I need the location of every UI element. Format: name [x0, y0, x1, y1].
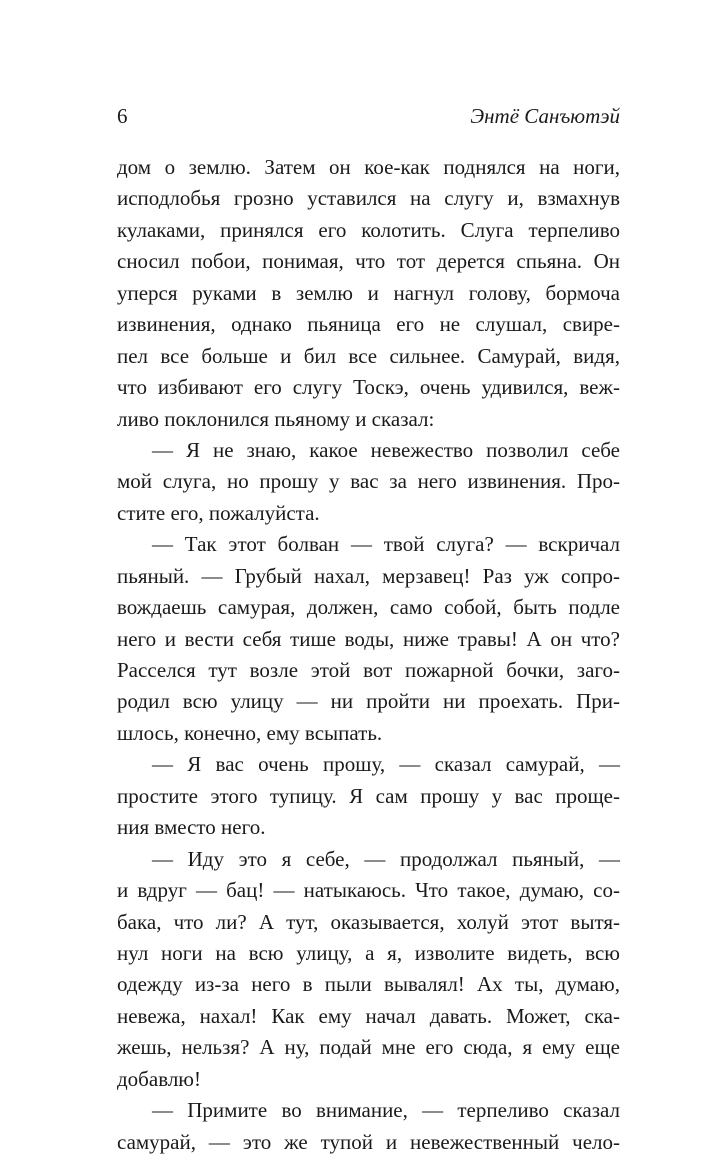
text-line: Расселся тут возле этой вот пожарной бочки, заго- [117, 658, 620, 682]
page-number: 6 [117, 104, 128, 128]
text-line: самурай, — это же тупой и невежественный чело- [117, 1129, 620, 1154]
text-line: сносил побои, понимая, что тот дерется спьяна. Он [117, 249, 620, 274]
text-line: мой слуга, но прошу у вас за него извинения. Про- [117, 469, 620, 494]
text-line: простите этого тупицу. Я сам прошу у вас проще- [117, 783, 620, 808]
text-line: что избивают его слугу Тоскэ, очень удивился, веж- [117, 375, 620, 400]
text-line: нул ноги на всю улицу, а я, изволите видеть, всю [117, 940, 620, 965]
text-line: — Примите во внимание, — терпеливо сказал [152, 1098, 620, 1123]
text-line: ливо поклонился пьяному и сказал: [117, 406, 435, 431]
text-line: кулаками, принялся его колотить. Слуга терпеливо [117, 217, 620, 242]
text-line: — Иду это я себе, — продолжал пьяный, — [152, 846, 620, 871]
text-line: исподлобья грозно уставился на слугу и, взмахнув [117, 186, 620, 211]
text-line: дом о землю. Затем он кое-как поднялся на ноги, [117, 155, 620, 179]
text-line: извинения, однако пьяница его не слушал, свире- [117, 312, 620, 337]
text-line: пьяный. — Грубый нахал, мерзавец! Раз уж сопро- [117, 563, 620, 588]
text-line: — Так этот болван — твой слуга? — вскричал [152, 532, 620, 557]
text-line: бака, что ли? А тут, оказывается, холуй этот вытя- [117, 909, 620, 934]
text-line: него и вести себя тише воды, ниже травы! А он что? [117, 626, 620, 651]
body-text [117, 152, 620, 1158]
running-head [117, 101, 620, 131]
text-line: ния вместо него. [117, 815, 266, 840]
text-line: уперся руками в землю и нагнул голову, бормоча [117, 280, 620, 305]
text-line: одежду из-за него в пыли вывалял! Ах ты, думаю, [117, 972, 620, 997]
text-line: добавлю! [117, 1066, 201, 1091]
text-line: стите его, пожалуйста. [117, 500, 320, 525]
text-line: — Я не знаю, какое невежество позволил себе [152, 437, 620, 462]
text-line: вождаешь самурая, должен, само собой, быть подле [117, 595, 620, 620]
text-line: пел все больше и бил все сильнее. Самурай, видя, [117, 343, 620, 368]
text-line: и вдруг — бац! — натыкаюсь. Что такое, думаю, со- [117, 878, 620, 903]
text-line: родил всю улицу — ни пройти ни проехать. При- [117, 689, 620, 714]
text-line: невежа, нахал! Как ему начал давать. Может, ска- [117, 1003, 620, 1028]
running-title: Энтё Санъютэй [470, 104, 620, 128]
text-line: шлось, конечно, ему всыпать. [117, 720, 383, 745]
text-line: жешь, нельзя? А ну, подай мне его сюда, я ему еще [117, 1035, 620, 1060]
text-line: — Я вас очень прошу, — сказал самурай, — [152, 752, 620, 777]
